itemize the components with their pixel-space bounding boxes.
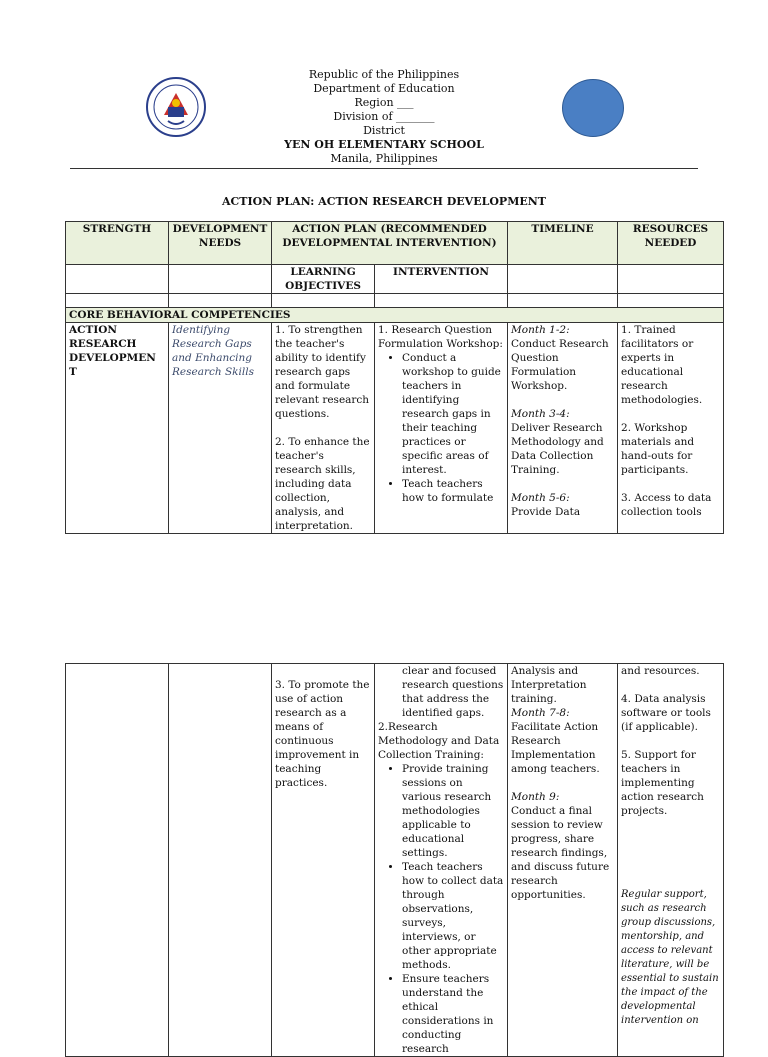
header-timeline: TIMELINE: [508, 222, 618, 265]
document-title: ACTION PLAN: ACTION RESEARCH DEVELOPMENT: [221, 195, 546, 208]
header-line-1: Republic of the Philippines: [308, 68, 460, 81]
school-name: YEN OH ELEMENTARY SCHOOL: [284, 138, 484, 151]
development-needs-cell: Identifying Research Gaps and Enhancing Research Skills: [169, 323, 272, 534]
empty-cell: [169, 664, 272, 1057]
action-plan-table-page-1: [65, 221, 724, 534]
timeline-continued: Analysis and Interpretation training.: [511, 665, 587, 705]
timeline-month: Month 1-2:: [511, 324, 570, 336]
header-line-5: District: [363, 124, 405, 137]
strength-cell: ACTION RESEARCH DEVELOPMEN T: [66, 323, 169, 534]
section-heading: CORE BEHAVIORAL COMPETENCIES: [66, 308, 724, 323]
intervention-cell: [375, 664, 508, 1057]
empty-cell: [169, 265, 272, 294]
intervention-continued: clear and focused research questions that address the identified gaps.: [402, 665, 504, 719]
resources-cell: [618, 323, 724, 534]
timeline-cell: [508, 323, 618, 534]
intervention-bullet: • Conduct a workshop to guide teachers in identifying research gaps in their teaching practices or specific areas of interest.: [402, 351, 504, 477]
learning-objectives-cell: [272, 664, 375, 1057]
action-plan-table-page-2: [65, 663, 724, 1057]
subheader-intervention: INTERVENTION: [375, 265, 508, 294]
timeline-text: Facilitate Action Research Implementation among teachers.: [511, 721, 600, 775]
intervention-bullet: • Teach teachers how to collect data through observations, surveys, interviews, or other appropriate methods.: [402, 860, 504, 972]
timeline-text: Provide Data: [511, 506, 581, 518]
objective-2: 2. To enhance the teacher's research skills, including data collection, analysis, and interpretation.: [275, 436, 370, 532]
timeline-text: Deliver Research Methodology and Data Collection Training.: [511, 422, 604, 476]
resource-item: 3. Access to data collection tools: [621, 492, 712, 518]
header-strength: STRENGTH: [66, 222, 169, 265]
header-development-needs: DEVELOPMENT NEEDS: [169, 222, 272, 265]
intervention-bullet: • Ensure teachers understand the ethical considerations in conducting research: [402, 972, 504, 1056]
empty-cell: [66, 265, 169, 294]
school-logo-circle: [562, 79, 624, 137]
timeline-cell: [508, 664, 618, 1057]
resource-item: 1. Trained facilitators or experts in educational research methodologies.: [621, 324, 703, 406]
timeline-month: Month 7-8:: [511, 707, 570, 719]
resource-item: and resources.: [621, 665, 700, 677]
header-line-2: Department of Education: [313, 82, 455, 95]
empty-cell: [508, 265, 618, 294]
header-line-3: Region ___: [354, 96, 414, 109]
intervention-heading-1: 1. Research Question Formulation Workshop:: [378, 324, 503, 350]
intervention-heading-2: 2.Research Methodology and Data Collection Training:: [378, 721, 500, 761]
letterhead: [0, 68, 768, 166]
header-divider: [70, 168, 698, 169]
school-location: Manila, Philippines: [330, 152, 438, 165]
intervention-cell: [375, 323, 508, 534]
objective-1: 1. To strengthen the teacher's ability to identify research gaps and formulate relevant research questions.: [275, 324, 370, 420]
header-action-plan: ACTION PLAN (RECOMMENDED DEVELOPMENTAL INTERVENTION): [272, 222, 508, 265]
resource-note: Regular support, such as research group discussions, mentorship, and access to relevant literature, will be essential to sustain the impact of the developmental intervention on: [621, 889, 719, 1026]
timeline-month: Month 3-4:: [511, 408, 570, 420]
header-line-4: Division of _______: [333, 110, 435, 123]
timeline-month: Month 9:: [511, 791, 560, 803]
resource-item: 4. Data analysis software or tools (if applicable).: [621, 693, 711, 733]
learning-objectives-cell: [272, 323, 375, 534]
intervention-bullet: • Teach teachers how to formulate: [402, 477, 504, 505]
intervention-bullet: • Provide training sessions on various research methodologies applicable to educational settings.: [402, 762, 504, 860]
resources-cell: [618, 664, 724, 1057]
objective-3: 3. To promote the use of action research as a means of continuous improvement in teaching practices.: [275, 679, 370, 789]
empty-cell: [66, 664, 169, 1057]
resource-item: 2. Workshop materials and hand-outs for participants.: [621, 422, 695, 476]
empty-cell: [618, 265, 724, 294]
header-resources: RESOURCES NEEDED: [618, 222, 724, 265]
resource-item: 5. Support for teachers in implementing action research projects.: [621, 749, 704, 817]
subheader-learning-objectives: LEARNING OBJECTIVES: [272, 265, 375, 294]
timeline-text: Conduct a final session to review progress, share research findings, and discuss future research opportunities.: [511, 805, 610, 901]
timeline-month: Month 5-6:: [511, 492, 570, 504]
timeline-text: Conduct Research Question Formulation Workshop.: [511, 338, 609, 392]
